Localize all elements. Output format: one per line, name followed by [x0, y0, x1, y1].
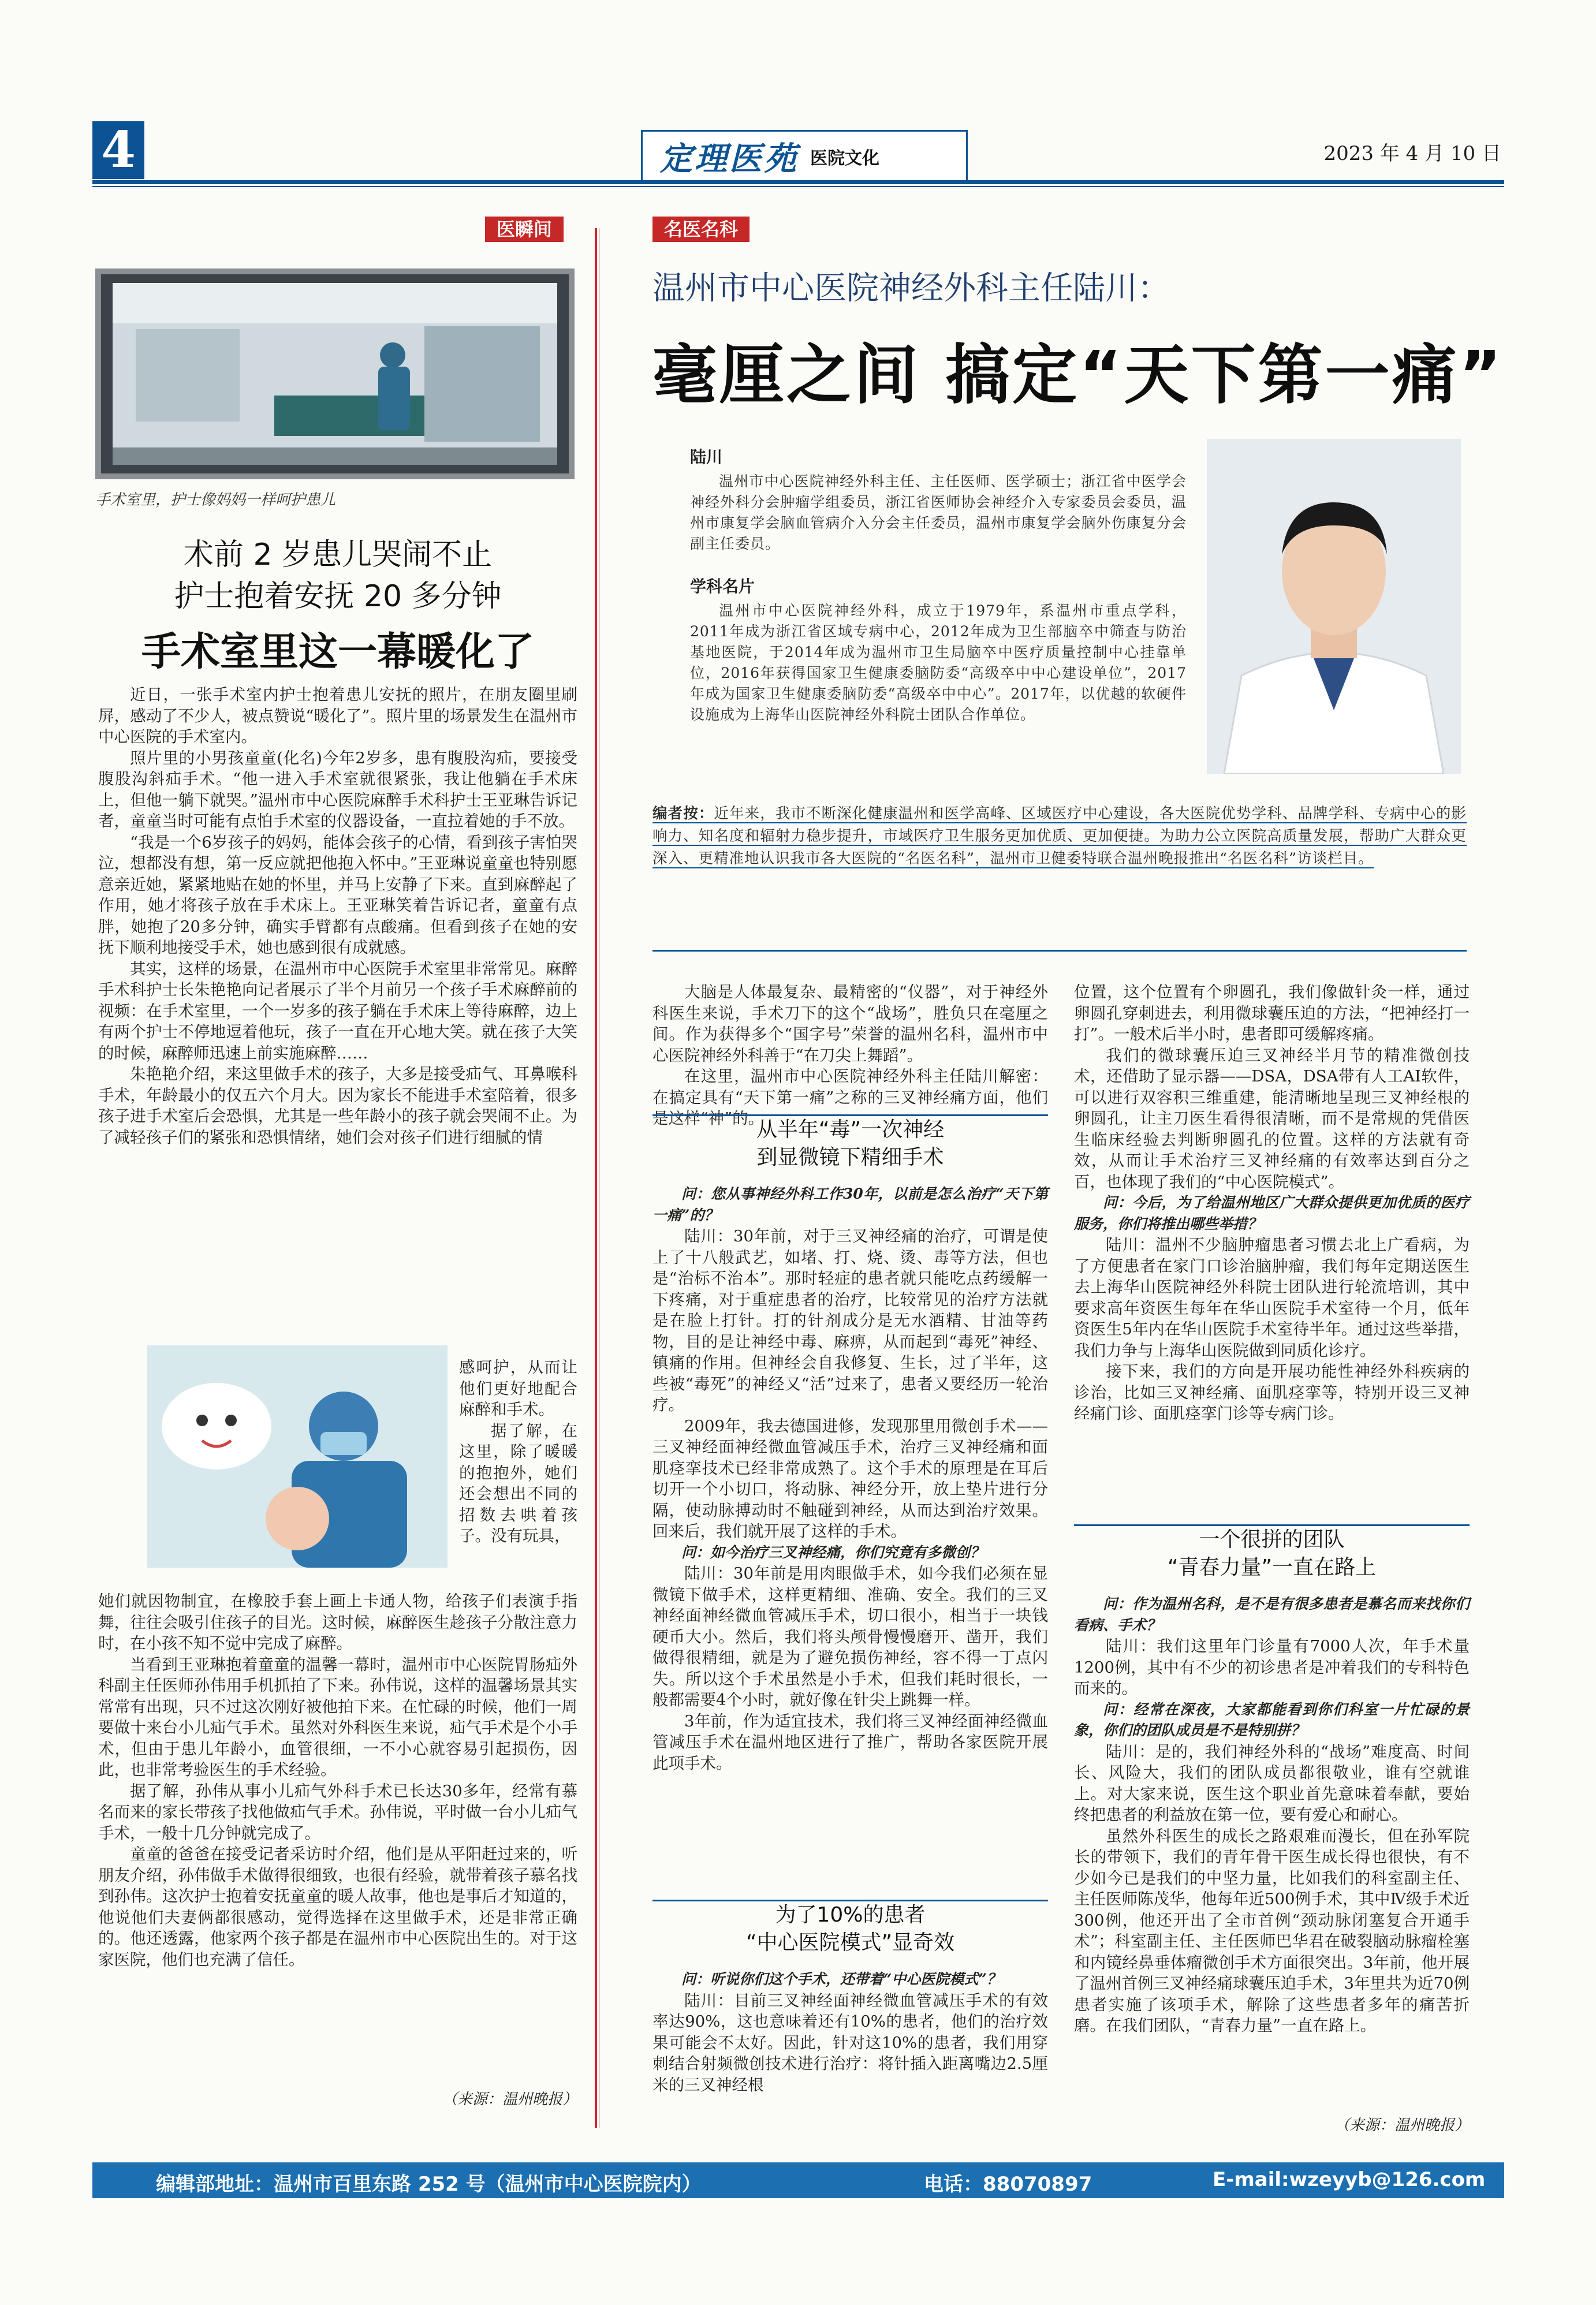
header-rule-thin: [92, 186, 1504, 187]
dept-text: 温州市中心医院神经外科，成立于1979年，系温州市重点学科，2011年成为浙江省区域专病中心，2012年成为卫生部脑卒中筛查与防治基地医院，于2014年成为温州市卫生局脑卒中医疗质量控制中心挂靠单位，2016年获得国家卫生健康委脑防委“高级卒中中心建设单位”，2017年成为国家卫生健康委脑防委“高级卒中中心”。2017年，以优越的软硬件设施成为上海华山医院神经外科院士团队合作单位。: [690, 602, 1187, 723]
question: 问：作为温州名科，是不是有很多患者是慕名而来找你们看病、手术？: [1074, 1595, 1470, 1633]
footer-bar: [92, 2162, 1504, 2198]
answer: 陆川：我们这里年门诊量有7000人次，年手术量1200例，其中有不少的初诊患者是冲着我们的专科特色而来的。: [1074, 1637, 1470, 1698]
subhead-2-line1: 为了10%的患者: [775, 1903, 926, 1927]
answer: 陆川：目前三叉神经面神经微血管减压手术的有效率达90%，这也意味着还有10%的患者，他们的治疗效果可能会不太好。因此，针对这10%的患者，我们用穿刺结合射频微创技术进行治疗：将针插入距离嘴边2.5厘米的三叉神经根: [652, 1991, 1048, 2094]
right-col1-qa-2: [652, 1969, 1048, 2095]
doctor-portrait: [1207, 439, 1461, 774]
subhead-1-line2: 到显微镜下精细手术: [756, 1146, 944, 1169]
paragraph: 据了解，孙伟从事小儿疝气外科手术已长达30多年，经常有慕名而来的家长带孩子找他做疝气手术。孙伟说，平时做一台小儿疝气手术，一般十几分钟就完成了。: [98, 1781, 577, 1842]
photo-caption: 手术室里，护士像妈妈一样呵护患儿: [95, 491, 336, 509]
editor-text: 近年来，我市不断深化健康温州和医学高峰、区域医疗中心建设，各大医院优势学科、品牌学科、专病中心的影响力、知名度和辐射力稳步提升，市域医疗卫生服务更加优质、更加便捷。为助力公立医院高质量发展，帮助广大群众更深入、更精准地认识我市各大医院的“名医名科”，温州市卫健委特联合温州晚报推出“名医名科”访谈栏目。: [652, 805, 1467, 867]
answer: 2009年，我去德国进修，发现那里用微创手术——三叉神经面神经微血管减压手术，治疗三叉神经痛和面肌痉挛技术已经非常成熟了。这个手术的原理是在耳后切开一个小切口，将动脉、神经分开，放上垫片进行分隔，使动脉搏动时不触碰到神经，从而达到治疗效果。回来后，我们就开展了这样的手术。: [652, 1416, 1048, 1541]
answer: 陆川：30年前是用肉眼做手术，如今我们必须在显微镜下做手术，这样更精细、准确、安全。我们的三叉神经面神经微血管减压手术，切口很小，相当于一块钱硬币大小。然后，我们将头颅骨慢慢磨开、凿开，我们做得很精细，就是为了避免损伤神经，容不得一丁点闪失。所以这个手术虽然是小手术，但我们耗时很长，一般都需要4个小时，就好像在针尖上跳舞一样。: [652, 1564, 1048, 1709]
subhead-2-line2: “中心医院模式”显奇效: [745, 1931, 955, 1955]
right-source: （来源：温州晚报）: [1334, 2117, 1470, 2134]
paragraph: 虽然外科医生的成长之路艰难而漫长，但在孙军院长的带领下，我们的青年骨干医生成长得也很快，有不少如今已是我们的中坚力量，比如我们的科室副主任、主任医师陈茂华，他每年近500例手术，其中Ⅳ级手术近300例，他还开出了全市首例“颈动脉闭塞复合开通手术”；科室副主任、主任医师巴华君在破裂脑动脉瘤栓塞和内镜经鼻垂体瘤微创手术方面很突出。3年前，他开展了温州首例三叉神经痛球囊压迫手术，3年里共为近70例患者实施了该项手术，解除了这些患者多年的痛苦折磨。在我们团队，“青春力量”一直在路上。: [1074, 1826, 1470, 2035]
paragraph: 照片里的小男孩童童(化名)今年2岁多，患有腹股沟疝，要接受腹股沟斜疝手术。“他一进入手术室就很紧张，我让他躺在手术床上，但他一躺下就哭。”温州市中心医院麻醉手术科护士王亚琳告诉记者，童童当时可能有点怕手术室的仪器设备，一直拉着她的手不放。: [98, 748, 577, 830]
bio-text: 温州市中心医院神经外科主任、主任医师、医学硕士；浙江省中医学会神经外科分会肿瘤学组委员，浙江省医师协会神经介入专家委员会委员，温州市康复学会脑血管病介入分会主任委员，温州市康复学会脑外伤康复分会副主任委员。: [690, 473, 1187, 552]
question: 问：如今治疗三叉神经痛，你们究竟有多微创？: [681, 1543, 985, 1561]
masthead: [641, 130, 968, 181]
left-article-body-2: [98, 1591, 577, 1970]
left-article-wrap: [459, 1357, 577, 1547]
paragraph: 大脑是人体最复杂、最精密的“仪器”，对于神经外科医生来说，手术刀下的这个“战场”，胜负只在毫厘之间。作为获得多个“国字号”荣誉的温州名科，温州市中心医院神经外科善于“在刀尖上舞蹈”。: [652, 983, 1048, 1065]
right-col2-body: [1074, 982, 1470, 1424]
masthead-logo: 定理医苑: [660, 139, 799, 178]
left-kicker: [95, 534, 580, 617]
left-article-body: [98, 684, 577, 1148]
article-headline: 毫厘之间 搞定“天下第一痛”: [652, 338, 1504, 413]
left-source: （来源：温州晚报）: [442, 2091, 577, 2108]
answer: 3年前，作为适宜技术，我们将三叉神经面神经微血管减压手术在温州地区进行了推广，帮助各家医院开展此项手术。: [652, 1711, 1048, 1773]
footer-address: 编辑部地址：温州市百里东路 252 号（温州市中心医院院内）: [156, 2173, 702, 2196]
paragraph: 朱艳艳介绍，来这里做手术的孩子，大多是接受疝气、耳鼻喉科手术，年龄最小的仅五六个月大。因为家长不能进手术室陪着，很多孩子进手术室后会恐惧，尤其是一些年龄小的孩子就会哭闹不止。为了减轻孩子们的紧张和恐惧情绪，她们会对孩子们进行细腻的情: [98, 1065, 577, 1147]
right-col1-body: [652, 982, 1048, 1129]
footer-phone: 电话：88070897: [924, 2173, 1092, 2196]
paragraph: 其实，这样的场景，在温州市中心医院手术室里非常常见。麻醉手术科护士长朱艳艳向记者展示了半个月前另一个孩子手术麻醉前的视频：在手术室里，一个一岁多的孩子躺在手术床上等待麻醉，边上有两个护士不停地逗着他玩，孩子一直在开心地大笑。就在孩子大笑的时候，麻醉师迅速上前实施麻醉……: [98, 959, 577, 1062]
bio-name: 陆川: [690, 447, 723, 467]
editor-note: [652, 803, 1467, 870]
left-kicker-line1: 术前 2 岁患儿哭闹不止: [183, 538, 493, 572]
left-column-tag: 医瞬间: [485, 217, 564, 242]
question: 问：听说你们这个手术，还带着“中心医院模式”？: [681, 1971, 1001, 1987]
paragraph: 在这里，温州市中心医院神经外科主任陆川解密：在搞定具有“天下第一痛”之称的三叉神经痛方面，他们是这样“神”的。: [652, 1067, 1048, 1128]
right-column-tag: 名医名科: [652, 217, 749, 242]
answer: 位置，这个位置有个卵圆孔，我们像做针灸一样，通过卵圆孔穿刺进去，利用微球囊压迫的方法，“把神经打一打”。一般术后半小时，患者即可缓解疼痛。: [1074, 983, 1470, 1043]
question: 问：您从事神经外科工作30年，以前是怎么治疗“天下第一痛”的？: [652, 1185, 1048, 1224]
operating-room-photo: [95, 268, 575, 479]
answer: 接下来，我们的方向是开展功能性神经外科疾病的诊治，比如三叉神经痛、面肌痉挛等，特别开设三叉神经痛门诊、面肌痉挛门诊等专病门诊。: [1074, 1362, 1470, 1423]
paragraph: “我是一个6岁孩子的妈妈，能体会孩子的心情，看到孩子害怕哭泣，想都没有想，第一反应就把他抱入怀中。”王亚琳说童童也特别愿意亲近她，紧紧地贴在她的怀里，并马上安静了下来。直到麻醉起了作用，她才将孩子放在手术床上。王亚琳笑着告诉记者，童童有点胖，她抱了20多分钟，确实手臂都有点酸痛。但看到孩子在她的安抚下顺利地接受手术，她也感到很有成就感。: [98, 833, 577, 957]
subhead-3-line2: “青春力量”一直在路上: [1167, 1556, 1377, 1579]
answer: 陆川：是的，我们神经外科的“战场”难度高、时间长、风险大，我们的团队成员都很敬业，谁有空就谁上。对大家来说，医生这个职业首先意味着奉献，要始终把患者的利益放在第一位，要有爱心和耐心。: [1074, 1742, 1470, 1824]
subhead-2: [652, 1900, 1048, 1957]
subhead-1-line1: 从半年“毒”一次神经: [756, 1118, 945, 1142]
answer: 陆川：30年前，对于三叉神经痛的治疗，可谓是使上了十八般武艺，如堵、打、烧、烫、毒等方法，但也是“治标不治本”。那时轻症的患者就只能吃点药缓解一下疼痛，对于重症患者的治疗，比较常见的治疗方法就是在脸上打针。打的针剂成分是无水酒精、甘油等药物，目的是让神经中毒、麻痹，从而起到“毒死”神经、镇痛的作用。但神经会自我修复、生长，过了半年，这些被“毒死”的神经又“活”过来了，患者又要经历一轮治疗。: [652, 1227, 1048, 1414]
article-subtitle: 温州市中心医院神经外科主任陆川：: [652, 270, 1170, 307]
column-divider: [595, 228, 597, 2128]
editor-rule: [652, 950, 1467, 952]
paragraph: 当看到王亚琳抱着童童的温馨一幕时，温州市中心医院胃肠疝外科副主任医师孙伟用手机抓拍了下来。孙伟说，这样的温馨场景其实常常有出现，只不过这次刚好被他拍下来。在忙碌的时候，他们一周要做十来台小儿疝气手术。虽然对外科医生来说，疝气手术是个小手术，但由于患儿年龄小，血管很细，一不小心就容易引起损伤，因此，也非常考验医生的手术经验。: [98, 1655, 577, 1779]
issue-date: 2023 年 4 月 10 日: [1323, 142, 1501, 165]
answer: 陆川：温州不少脑肿瘤患者习惯去北上广看病，为了方便患者在家门口诊治脑肿瘤，我们每年定期送医生去上海华山医院神经外科院士团队进行轮流培训，其中要求高年资医生每年在华山医院手术室待一个月，低年资医生5年内在华山医院手术室待半年。通过这些举措，我们力争与上海华山医院做到同质化诊疗。: [1074, 1236, 1470, 1360]
dept-heading: 学科名片: [690, 577, 755, 596]
section-name: 医院文化: [810, 148, 879, 169]
doctor-bio: [690, 445, 1187, 725]
right-col1-qa: [652, 1184, 1048, 1774]
footer-email: E-mail:wzeyyb@126.com: [1213, 2168, 1486, 2191]
question: 问：经常在深夜，大家都能看到你们科室一片忙碌的景象，你们的团队成员是不是特别拼？: [1074, 1700, 1470, 1739]
editor-label: 编者按：: [652, 805, 714, 822]
paragraph: 我们的微球囊压迫三叉神经半月节的精准微创技术，还借助了显示器——DSA，DSA带有人工AI软件，可以进行双容积三维重建，能清晰地呈现三叉神经根的卵圆孔，让主刀医生看得很清晰，而不是常规的凭借医生临床经验去判断卵圆孔的位置。这样的方法就有奇效，从而让手术治疗三叉神经痛的有效率达到百分之百，也体现了我们的“中心医院模式”。: [1074, 1046, 1470, 1191]
paragraph: 童童的爸爸在接受记者采访时介绍，他们是从平阳赶过来的，听朋友介绍，孙伟做手术做得很细致，也很有经验，就带着孩子慕名找到孙伟。这次护士抱着安抚童童的暖人故事，他也是事后才知道的，他说他们夫妻俩都很感动，觉得选择在这里做手术，还是非常正确的。他还透露，他家两个孩子都是在温州市中心医院出生的。对于这家医院，他们也充满了信任。: [98, 1845, 577, 1969]
paragraph: 她们就因物制宜，在橡胶手套上画上卡通人物，给孩子们表演手指舞，往往会吸引住孩子的目光。这时候，麻醉医生趁孩子分散注意力时，在小孩不知不觉中完成了麻醉。: [98, 1592, 577, 1653]
subhead-3: [1074, 1524, 1470, 1582]
subhead-1: [652, 1114, 1048, 1172]
page-number: 4: [92, 121, 144, 179]
question: 问：今后，为了给温州地区广大群众提供更加优质的医疗服务，你们将推出哪些举措？: [1074, 1194, 1470, 1232]
nurse-child-photo: [147, 1345, 448, 1568]
header-rule: [92, 180, 1504, 184]
left-headline: 手术室里这一幕暖化了: [141, 629, 534, 675]
subhead-3-line1: 一个很拼的团队: [1199, 1528, 1345, 1551]
right-col2-qa: [1074, 1594, 1470, 2037]
paragraph: 据了解，在这里，除了暖暖的抱抱外，她们还会想出不同的招数去哄着孩子。没有玩具，: [459, 1421, 577, 1545]
paragraph: 感呵护，从而让他们更好地配合麻醉和手术。: [459, 1358, 577, 1419]
left-kicker-line2: 护士抱着安抚 20 多分钟: [174, 579, 502, 614]
paragraph: 近日，一张手术室内护士抱着患儿安抚的照片，在朋友圈里刷屏，感动了不少人，被点赞说“暖化了”。照片里的场景发生在温州市中心医院的手术室内。: [98, 685, 577, 746]
